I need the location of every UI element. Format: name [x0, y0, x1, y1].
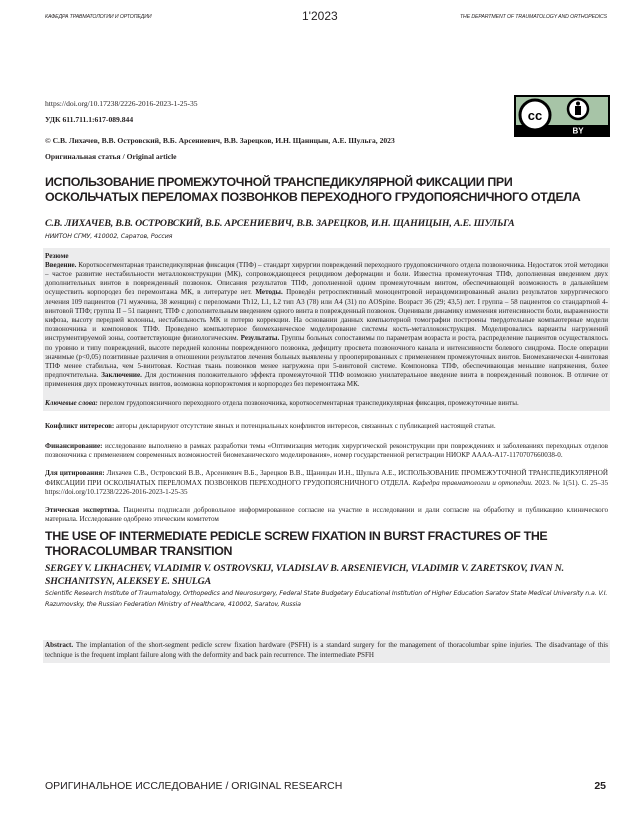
conclusion-text: Для достижения положительного эффекта промежуточной ТПФ возможно унилатеральное введение винта в поврежденный позвонок. В отличие от применения двух промежуточных винтов, возможна корпорэктомия и корпородез без перемонтажа МК.: [45, 371, 608, 389]
abstract-text: The implantation of the short-segment pedicle screw fixation hardware (PSFH) is a standard surgery for the management of thoracolumbar spine injuries. The disadvantage of this technique is the frequent implant failure along with the deformity and back pain recurrence. The intermediate PSFH: [45, 641, 608, 659]
doi-link[interactable]: https://doi.org/10.17238/2226-2016-2023-1-25-35: [45, 99, 198, 108]
ethics: [45, 506, 608, 524]
results-text: Группы больных сопоставимы по параметрам возраста и роста, распределение пациентов осуществлялось по уровню и типу повреждений, высоте передней колонны поврежденного позвонка, дефициту просвета позвоночного канала и интенсивности болевого синдрома. После операции значимые (p<0,05) позитивные различия в отношении результатов лечения больных выявлены у прооперированных с применением промежуточных винтов. Биомеханически 4-винтовая ТПФ менее стабильна, чем 5-винтовая. Костная ткань позвонков менее нагружена при 5-винтовой системе. Компоновка ТПФ, обеспечивающая меньшие напряжения, более предпочтительна.: [45, 334, 608, 380]
resume-text: [45, 261, 608, 390]
methods-label: Методы.: [255, 288, 283, 297]
cite-label: Для цитирования:: [45, 469, 105, 478]
conflict-of-interest: [45, 422, 608, 431]
journal-name-ru: КАФЕДРА ТРАВМАТОЛОГИИ И ОРТОПЕДИИ: [45, 14, 152, 20]
journal-name-en: THE DEPARTMENT OF TRAUMATOLOGY AND ORTHOPEDICS: [459, 14, 607, 20]
udk-label: УДК: [45, 115, 61, 124]
article-type: Оригинальная статья / Original article: [45, 152, 177, 161]
affiliation-ru: НИИТОН СГМУ, 410002, Саратов, Россия: [45, 232, 173, 240]
abstract-label: Abstract.: [45, 641, 74, 650]
article-body: [45, 99, 608, 663]
page-number: 25: [594, 780, 606, 792]
keywords-text: перелом грудопоясничного переходного отдела позвоночника, короткосегментарная транспедикулярная фиксация, промежуточные винты.: [97, 398, 519, 407]
ethics-label: Этическая экспертиза.: [45, 505, 120, 514]
cite-journal: Кафедра травматологии и ортопедии.: [412, 478, 533, 487]
license-label: BY: [572, 126, 584, 136]
funding-label: Финансирование:: [45, 441, 103, 450]
svg-text:cc: cc: [527, 108, 543, 123]
keywords-label: Ключевые слова:: [45, 398, 98, 407]
results-label: Результаты.: [240, 334, 280, 343]
cite-text: Лихачев С.В., Островский В.В., Арсениевич В.Б., Зарецков В.В., Щаницын И.Н., Шульга А.Е., ИСПОЛЬЗОВАНИЕ ПРОМЕЖУТОЧНОЙ ТРАНСПЕДИКУЛЯРНОЙ ФИКСАЦИИ ПРИ ОСКОЛЬЧАТЫХ ПЕРЕЛОМАХ ПОЗВОНКОВ ПЕРЕХОДНОГО ГРУДОПОЯСНИЧНОГО ОТДЕЛА.: [45, 469, 608, 487]
funding-text: исследование выполнено в рамках разработки темы «Оптимизация методик хирургической реконструкции при повреждениях и заболеваниях переходных отделов позвоночника с применением современных возможностей биомеханического моделирования», номер государственной регистрации НИОКР АААА-А17-1170707660038-0.: [45, 441, 608, 460]
udk: [45, 115, 608, 125]
intro-text: Короткосегментарная транспедикулярная фиксация (ТПФ) – стандарт хирургии повреждений переходного грудопоясничного отдела позвоночника. Недостаток этой методики – частое развитие нестабильности металлоконструкции (МК), сопровождающееся рецидивом деформации и боли. Известна промежуточная ТПФ, дополненная введением двух дополнительных винтов в поврежденный позвонок. Описания результатов ТПФ, дополненной одним промежуточным винтом, обеспечивающей возможность в дальнейшем осуществить корпородез без перемонтажа МК, в литературе нет.: [45, 260, 608, 297]
ethics-text: Пациенты подписали добровольное информированное согласие на участие в исследовании и дали согласие на обработку и публикацию клинического материала. Исследование одобрено этическим комитетом: [45, 505, 608, 524]
intro-label: Введение.: [45, 260, 77, 269]
citation: [45, 469, 608, 497]
udk-value: 611.711.1:617-089.844: [62, 115, 134, 124]
resume-heading: Резюме: [45, 251, 69, 260]
copyright: © С.В. Лихачев, В.В. Островский, В.Б. Арсениевич, В.В. Зарецков, И.Н. Щаницын, А.Е. Шульга, 2023: [45, 136, 395, 145]
conclusion-label: Заключение.: [101, 371, 142, 380]
methods-text: Проведён ретроспективный моноцентровой нерандомизированный анализ результатов хирургического лечения 109 пациентов (71 мужчина, 38 женщин) с переломами Th12, L1, L2 тип А3 (78) или А4 (31) по AOSpine. Возраст 36 (29; 43,5) лет. I группа – 58 пациентов со стандартной 4-винтовой ТПФ; группа II – 51 пациент, ТПФ с дополнительным введением одного винта в поврежденный позвонок. Оценивали динамику изменения интенсивности боли, выраженности кифоза, высоту передней колонны, нестабильность МК и потерю коррекции. На основании данных компьютерной томографии построены твердотельные компьютерные модели позвоночника и компоновок ТПФ. Проведено компьютерное биомеханическое моделирование системы кость-металлоконструкция. Моделировались варианты нагружений инструментируемой зоны, соответствующие физиологическим.: [45, 288, 608, 343]
issue-number: 1'2023: [302, 9, 338, 23]
funding: [45, 442, 608, 460]
keywords: [45, 399, 608, 408]
abstract-box: [43, 640, 610, 662]
cite-tail: 2023. № 1(51). С. 25–35 https://doi.org/10.17238/2226-2016-2023-1-25-35: [45, 478, 608, 496]
conflict-label: Конфликт интересов:: [45, 421, 115, 430]
resume-box: [43, 248, 610, 411]
abstract-en: [45, 641, 608, 659]
affiliation-en: Scientific Research Institute of Traumatology, Orthopedics and Neurosurgery, Federal State Budgetary Educational Institution of Higher Education Saratov State Medical University n.a. V.I. Razumovsky, the Russian Federation Ministry of Healthcare, 410002, Saratov, Russia: [45, 590, 608, 609]
conflict-text: авторы декларируют отсутствие явных и потенциальных конфликтов интересов, связанных с публикацией настоящей статьи.: [114, 421, 496, 430]
footer-section: ОРИГИНАЛЬНОЕ ИССЛЕДОВАНИЕ / ORIGINAL RESEARCH: [45, 780, 343, 792]
article-title-ru: ИСПОЛЬЗОВАНИЕ ПРОМЕЖУТОЧНОЙ ТРАНСПЕДИКУЛЯРНОЙ ФИКСАЦИИ ПРИ ОСКОЛЬЧАТЫХ ПЕРЕЛОМАХ ПОЗВОНКОВ ПЕРЕХОДНОГО ГРУДОПОЯСНИЧНОГО ОТДЕЛА: [45, 175, 581, 204]
authors-en: SERGEY V. LIKHACHEV, VLADIMIR V. OSTROVSKIJ, VLADISLAV B. ARSENIEVICH, VLADIMIR V. ZARETSKOV, IVAN N. SHCHANITSYN, ALEKSEY E. SHULGA: [45, 563, 564, 587]
article-title-en: THE USE OF INTERMEDIATE PEDICLE SCREW FIXATION IN BURST FRACTURES OF THE THORACOLUMBAR TRANSITION: [45, 529, 548, 559]
authors-ru: С.В. ЛИХАЧЕВ, В.В. ОСТРОВСКИЙ, В.Б. АРСЕНИЕВИЧ, В.В. ЗАРЕЦКОВ, И.Н. ЩАНИЦЫН, А.Е. ШУЛЬГА: [45, 218, 515, 229]
